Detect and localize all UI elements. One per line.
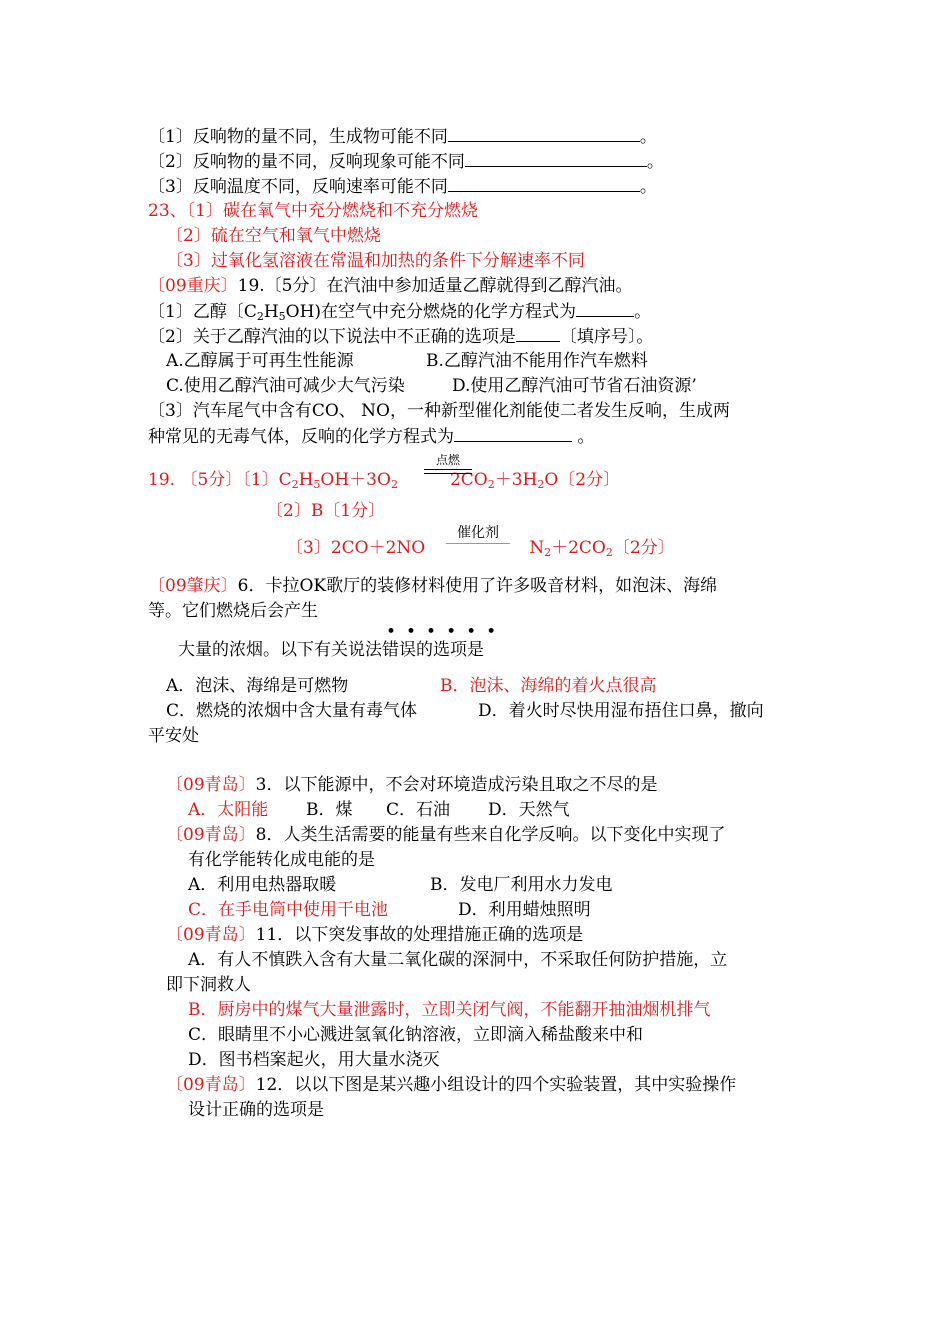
question-19-part-3: 〔3〕汽车尾气中含有CO、 NO，一种新型催化剂能使二者发生反响，生成两 — [148, 401, 730, 421]
reaction-condition-ignite: 点燃 — [435, 453, 460, 467]
answer-23-line-3: 〔3〕过氧化氢溶液在常温和加热的条件下分解速率不同 — [166, 251, 585, 271]
option-d: D.使用乙醇汽油可节省石油资源’ — [452, 376, 697, 396]
question-6-stem: 〔09肇庆〕6．卡拉OK歌厅的装修材料使用了许多吸音材料，如泡沫、海绵 — [148, 576, 718, 596]
reaction-arrow-bar — [446, 543, 510, 544]
answer-blank — [576, 299, 634, 317]
option-a: A．利用电热器取暖 — [188, 875, 337, 895]
question-19-part-3-cont: 种常见的无毒气体，反响的化学方程式为 。 — [148, 424, 594, 449]
option-b: B.乙醇汽油不能用作汽车燃料 — [426, 351, 648, 371]
option-b: B．发电厂利用水力发电 — [430, 875, 613, 895]
option-a: A．泡沫、海绵是可燃物 — [166, 676, 349, 696]
question-11-stem: 〔09青岛〕11．以下突发事故的处理措施正确的选项是 — [166, 925, 584, 945]
option-a-cont: 即下洞救人 — [166, 975, 251, 995]
option-d: D．天然气 — [488, 800, 570, 820]
emphasis-dots: •••••• — [386, 622, 507, 642]
question-12-stem: 〔09青岛〕12．以以下图是某兴趣小组设计的四个实验装置，其中实验操作 — [166, 1075, 737, 1095]
option-a: A．有人不慎跌入含有大量二氧化碳的深洞中，不采取任何防护措施，立 — [188, 950, 728, 970]
equals-bar — [424, 473, 472, 474]
answer-blank — [516, 324, 560, 342]
option-d: D．图书档案起火，用大量水浇灭 — [188, 1050, 440, 1070]
option-a: A.乙醇属于可再生性能源 — [166, 351, 354, 371]
answer-blank — [448, 174, 640, 192]
question-19-part-2: 〔2〕关于乙醇汽油的以下说法中不正确的选项是 〔填序号〕。 — [148, 324, 653, 349]
source-tag: 〔09重庆〕 — [148, 276, 238, 296]
answer-blank — [454, 424, 572, 442]
option-d: D．着火时尽快用湿布捂住口鼻，撤向 — [478, 701, 764, 721]
option-c: C．燃烧的浓烟中含大量有毒气体 — [166, 701, 418, 721]
question-8-stem: 〔09青岛〕8．人类生活需要的能量有些来自化学反响。以下变化中实现了 — [166, 825, 726, 845]
source-tag: 〔09肇庆〕 — [148, 576, 238, 596]
source-tag: 〔09青岛〕 — [166, 775, 256, 795]
question-19-part-1: 〔1〕乙醇〔$C_2H_5OH$)在空气中充分燃烧的化学方程式为 。 — [148, 299, 651, 324]
list-item-1: 〔1〕反响物的量不同，生成物可能不同 。 — [148, 124, 657, 149]
answer-blank — [465, 149, 647, 167]
option-c: C．石油 — [386, 800, 451, 820]
option-b: B．煤 — [306, 800, 353, 820]
list-item-3: 〔3〕反响温度不同，反响速率可能不同 。 — [148, 174, 657, 199]
answer-19-line-2: 〔2〕B〔1分〕 — [266, 501, 386, 521]
question-6-stem-cont: 等。它们燃烧后会产生 — [148, 601, 318, 621]
source-tag: 〔09青岛〕 — [166, 825, 256, 845]
option-d: D．利用蜡烛照明 — [458, 900, 591, 920]
option-c: C.使用乙醇汽油可减少大气污染 — [166, 376, 405, 396]
list-item-2: 〔2〕反响物的量不同，反响现象可能不同 。 — [148, 149, 664, 174]
source-tag: 〔09青岛〕 — [166, 925, 256, 945]
option-c: C．在手电筒中使用干电池 — [188, 900, 389, 920]
question-12-stem-cont: 设计正确的选项是 — [188, 1100, 324, 1120]
option-b: B．厨房中的煤气大量泄露时，立即关闭气阀，不能翻开抽油烟机排气 — [188, 1000, 711, 1020]
source-tag: 〔09青岛〕 — [166, 1075, 256, 1095]
option-d-cont: 平安处 — [148, 726, 199, 746]
option-a: A．太阳能 — [188, 800, 269, 820]
answer-19-line-3: 〔3〕2CO＋2NO $N_2+2CO_2$〔2分〕 — [286, 538, 675, 559]
question-8-stem-cont: 有化学能转化成电能的是 — [188, 850, 375, 870]
option-b: B．泡沫、海绵的着火点很高 — [440, 676, 657, 696]
answer-19-line-1: 19. 〔5分〕〔1〕$C_2H_5OH+3O_2$ $2CO_2+3H_2O$〔2分〕 — [148, 470, 621, 491]
reaction-condition-catalyst: 催化剂 — [457, 525, 499, 541]
option-c: C．眼睛里不小心溅进氢氧化钠溶液，立即滴入稀盐酸来中和 — [188, 1025, 644, 1045]
answer-blank — [448, 124, 640, 142]
question-3-stem: 〔09青岛〕3．以下能源中，不会对环境造成污染且取之不尽的是 — [166, 775, 658, 795]
answer-23-line-2: 〔2〕硫在空气和氧气中燃烧 — [166, 226, 381, 246]
question-19-stem: 〔09重庆〕19.〔5分〕在汽油中参加适量乙醇就得到乙醇汽油。 — [148, 276, 633, 296]
answer-23-line-1: 23、〔1〕碳在氧气中充分燃烧和不充分燃烧 — [148, 201, 478, 221]
equals-bar — [424, 469, 472, 470]
question-6-stem-end: 大量的浓烟。以下有关说法错误的选项是 — [178, 640, 484, 660]
